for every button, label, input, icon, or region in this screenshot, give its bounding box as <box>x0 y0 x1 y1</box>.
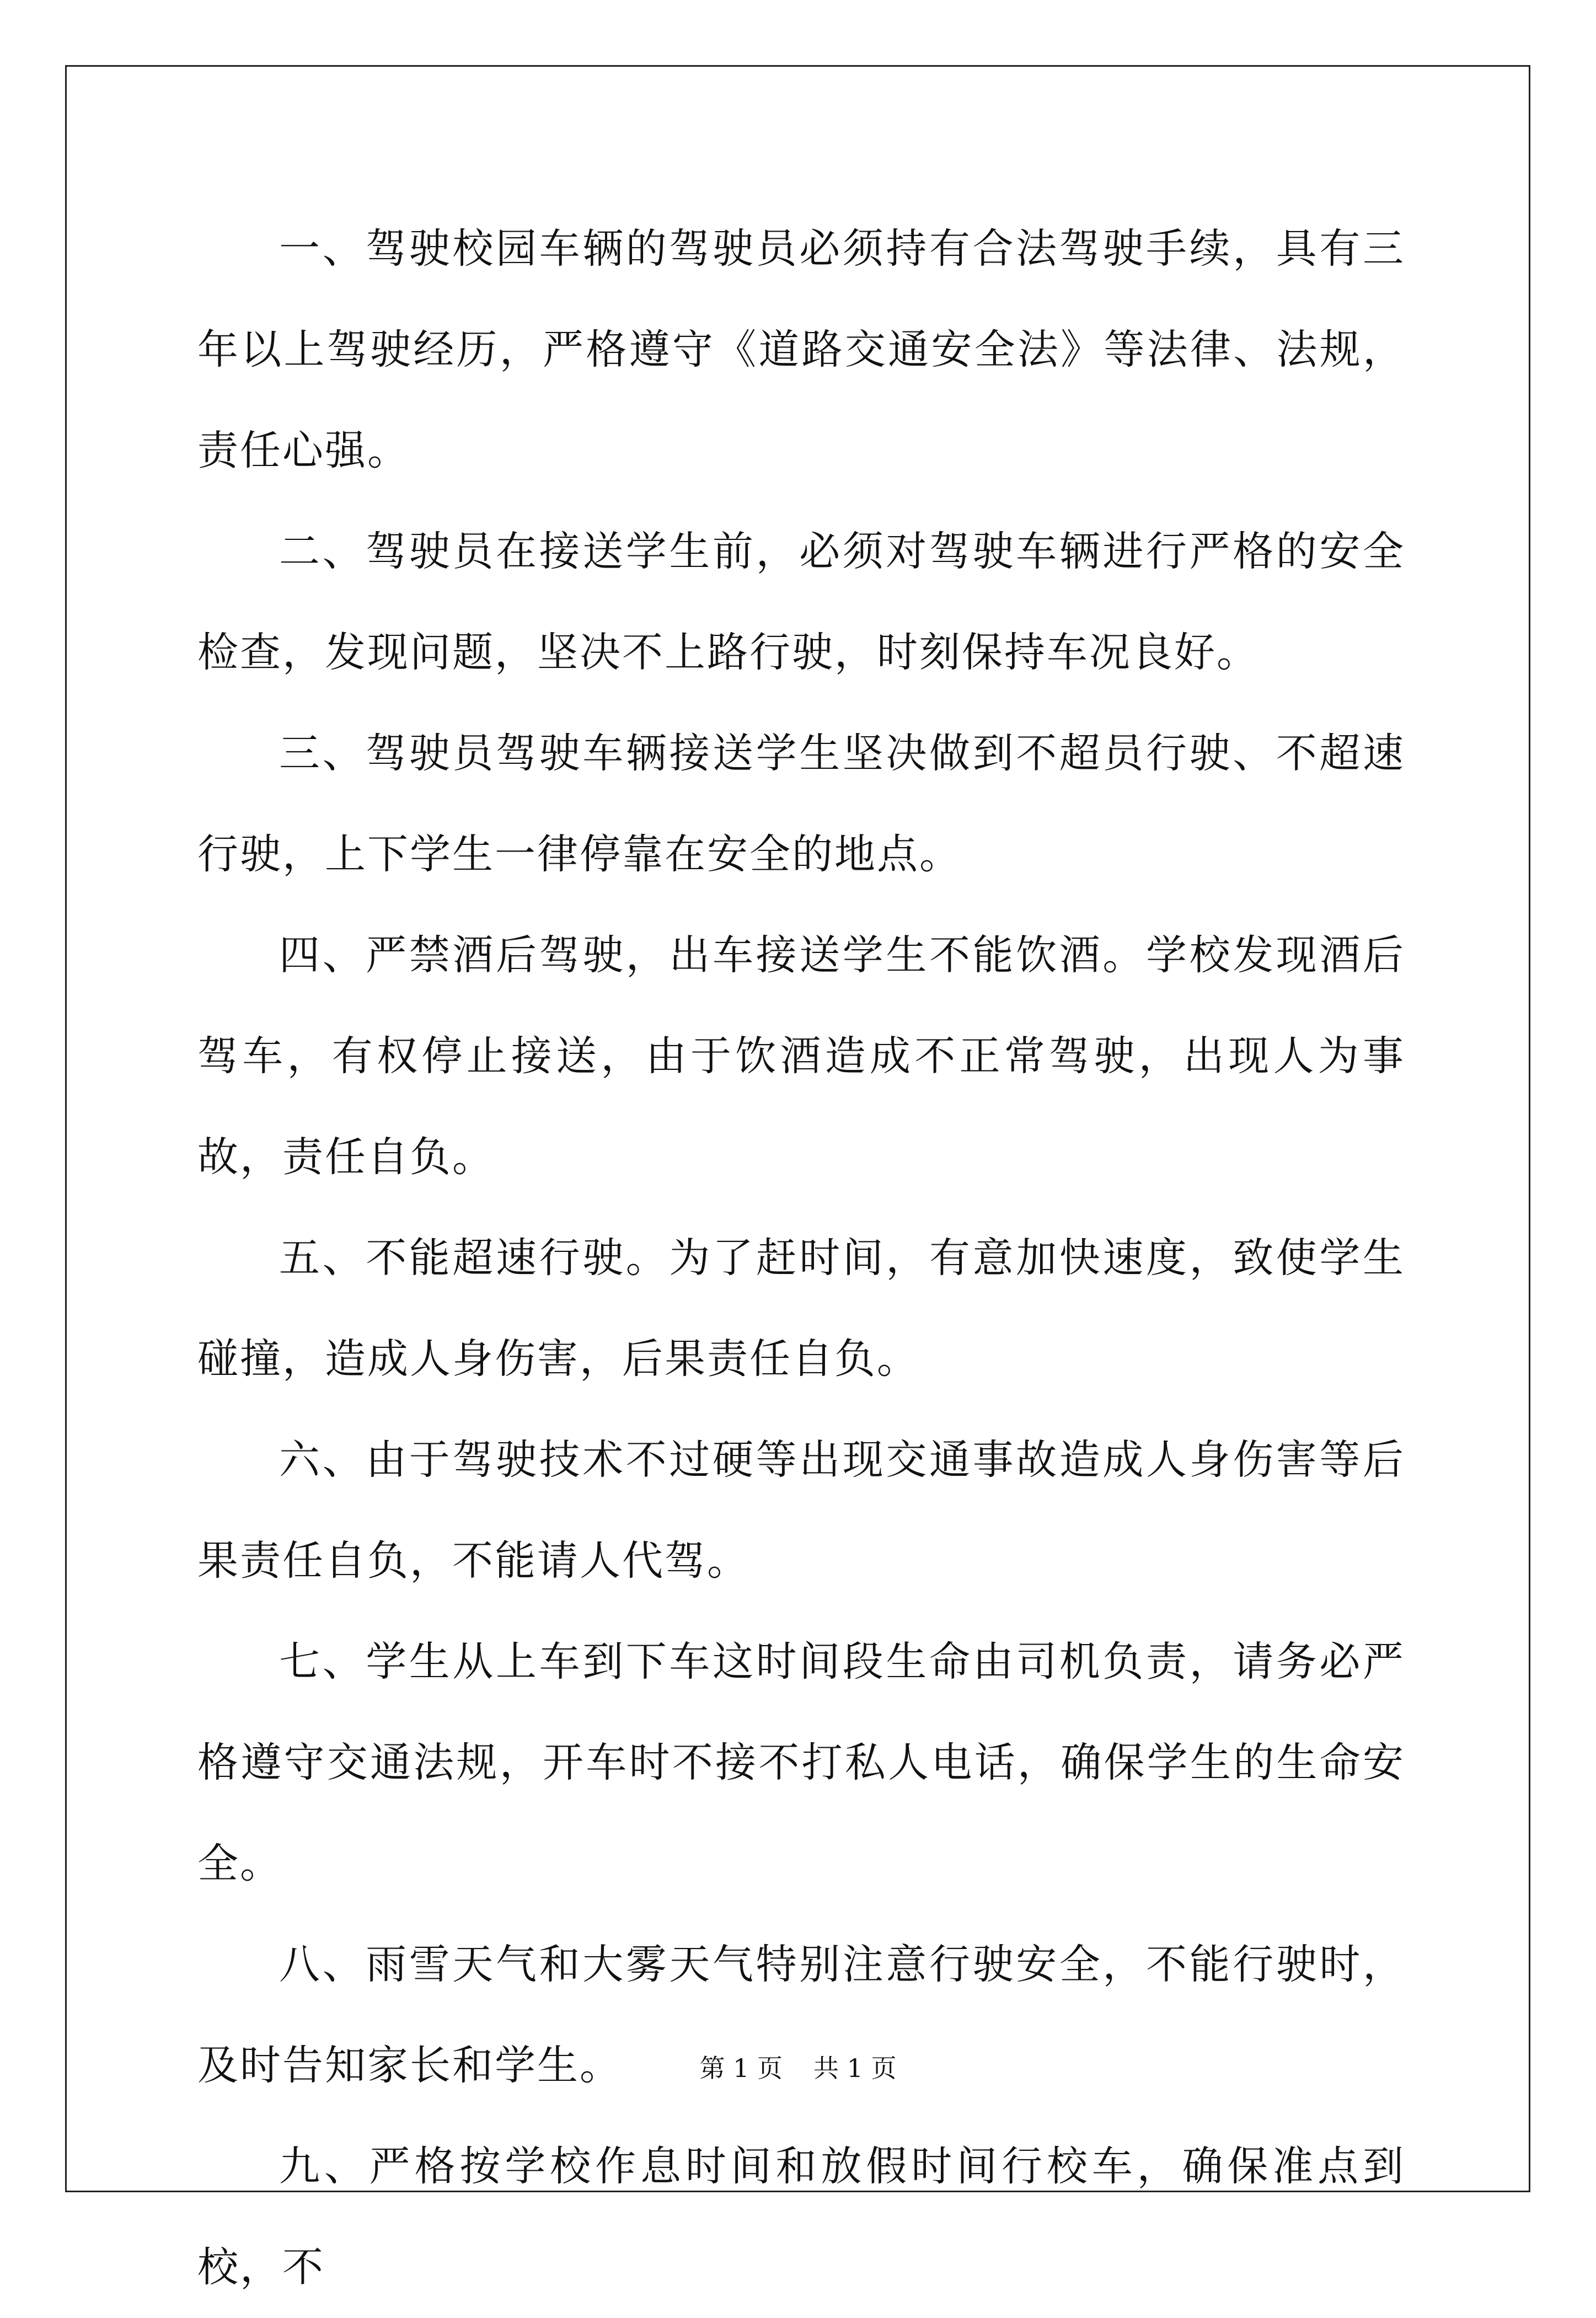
page-total: 共 1 页 <box>813 2053 897 2083</box>
paragraph-4: 四、严禁酒后驾驶，出车接送学生不能饮酒。学校发现酒后驾车，有权停止接送，由于饮酒造成不正常驾驶，出现人为事故，责任自负。 <box>197 932 1405 1181</box>
page-footer <box>0 2052 1596 2085</box>
page-number: 第 1 页 <box>699 2053 783 2083</box>
paragraph-1: 一、驾驶校园车辆的驾驶员必须持有合法驾驶手续，具有三年以上驾驶经历，严格遵守《道路交通安全法》等法律、法规，责任心强。 <box>197 225 1405 474</box>
paragraph-2: 二、驾驶员在接送学生前，必须对驾驶车辆进行严格的安全检查，发现问题，坚决不上路行驶，时刻保持车况良好。 <box>197 528 1405 676</box>
paragraph-5: 五、不能超速行驶。为了赶时间，有意加快速度，致使学生碰撞，造成人身伤害，后果责任自负。 <box>197 1234 1405 1383</box>
paragraph-8: 八、雨雪天气和大雾天气特别注意行驶安全，不能行驶时，及时告知家长和学生。 <box>197 1941 1405 2089</box>
paragraph-6: 六、由于驾驶技术不过硬等出现交通事故造成人身伤害等后果责任自负，不能请人代驾。 <box>197 1436 1405 1584</box>
paragraph-9: 九、严格按学校作息时间和放假时间行校车，确保准点到校，不 <box>197 2143 1405 2291</box>
document-body <box>197 199 1405 2318</box>
paragraph-7: 七、学生从上车到下车这时间段生命由司机负责，请务必严格遵守交通法规，开车时不接不打私人电话，确保学生的生命安全。 <box>197 1638 1405 1887</box>
paragraph-3: 三、驾驶员驾驶车辆接送学生坚决做到不超员行驶、不超速行驶，上下学生一律停靠在安全的地点。 <box>197 730 1405 878</box>
